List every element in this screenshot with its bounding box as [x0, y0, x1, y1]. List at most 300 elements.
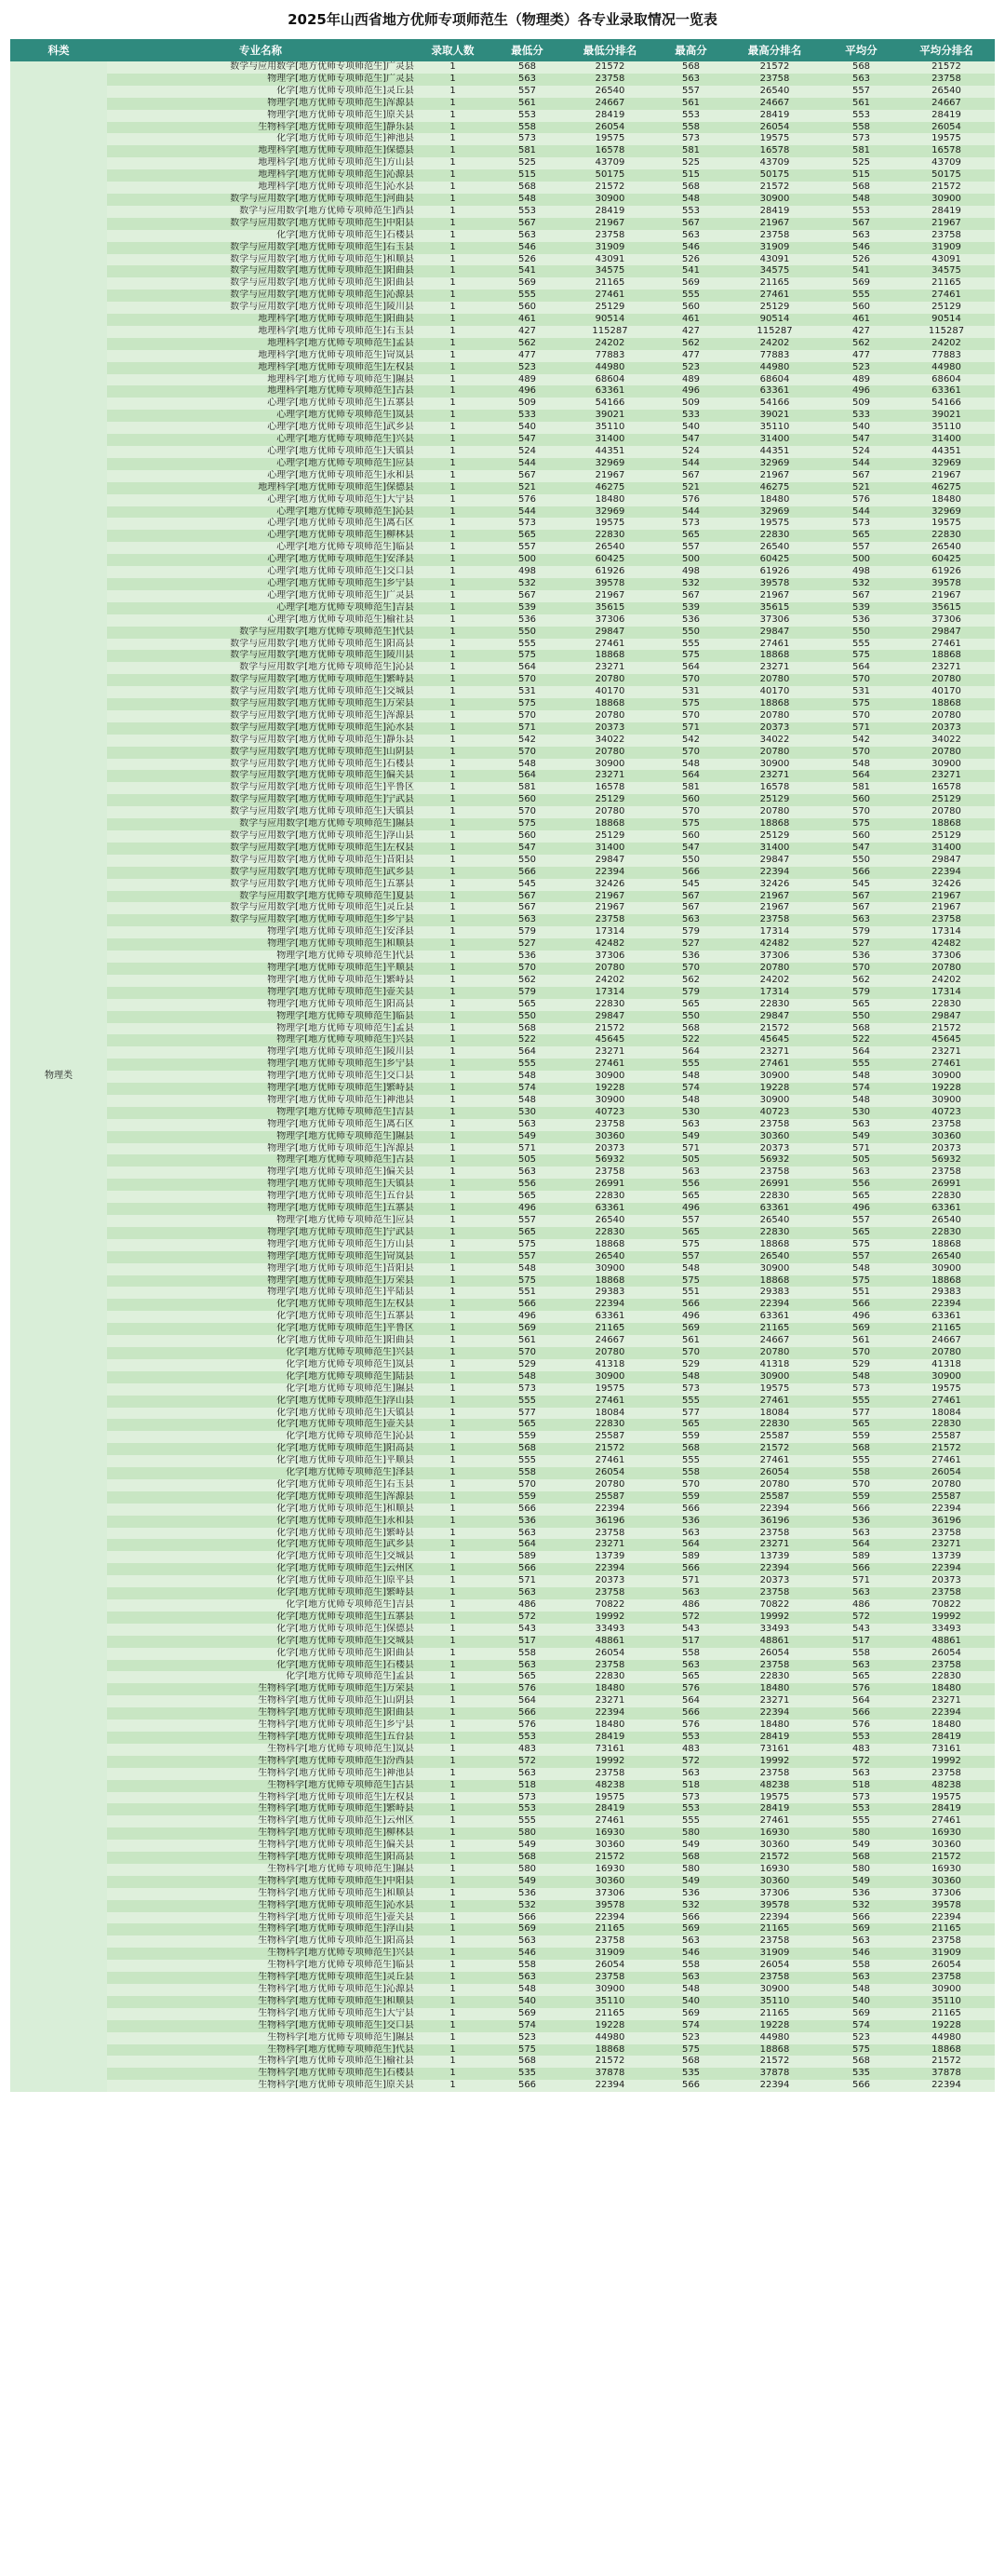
- avg-rank-cell: 26054: [898, 122, 995, 134]
- avg-rank-cell: 29847: [898, 1011, 995, 1023]
- avg-rank-cell: 31909: [898, 242, 995, 254]
- max-score-cell: 548: [657, 1984, 725, 1996]
- table-row: [10, 470, 995, 482]
- avg-rank-cell: 37306: [898, 951, 995, 963]
- major-name-cell: 数学与应用数学[地方优师专项师范生]平鲁区: [107, 782, 414, 794]
- avg-score-cell: 581: [824, 145, 898, 157]
- max-score-cell: 557: [657, 1251, 725, 1263]
- max-rank-cell: 23758: [725, 1119, 824, 1131]
- avg-rank-cell: 54166: [898, 398, 995, 410]
- max-score-cell: 559: [657, 1431, 725, 1443]
- max-rank-cell: 48861: [725, 1636, 824, 1648]
- max-rank-cell: 19228: [725, 2020, 824, 2032]
- major-name-cell: 数学与应用数学[地方优师专项师范生]灵丘县: [107, 902, 414, 914]
- min-rank-cell: 25587: [563, 1431, 657, 1443]
- major-name-cell: 数学与应用数学[地方优师专项师范生]夏县: [107, 891, 414, 903]
- min-score-cell: 567: [491, 590, 563, 602]
- page-title: 2025年山西省地方优师专项师范生（物理类）各专业录取情况一览表: [288, 11, 717, 28]
- min-rank-cell: 30900: [563, 1263, 657, 1275]
- min-rank-cell: 23758: [563, 1660, 657, 1672]
- min-rank-cell: 18084: [563, 1408, 657, 1420]
- min-rank-cell: 73161: [563, 1744, 657, 1756]
- avg-rank-cell: 20780: [898, 1347, 995, 1359]
- table-row: [10, 290, 995, 302]
- max-rank-cell: 19575: [725, 1792, 824, 1804]
- min-score-cell: 555: [491, 1815, 563, 1827]
- admitted-count-cell: 1: [414, 1323, 491, 1335]
- max-rank-cell: 25587: [725, 1431, 824, 1443]
- table-row: [10, 1827, 995, 1840]
- max-score-cell: 530: [657, 1107, 725, 1119]
- major-name-cell: 数学与应用数学[地方优师专项师范生]陵川县: [107, 302, 414, 314]
- min-rank-cell: 70822: [563, 1599, 657, 1612]
- max-score-cell: 564: [657, 770, 725, 782]
- min-score-cell: 533: [491, 410, 563, 422]
- major-name-cell: 物理学[地方优师专项师范生]安泽县: [107, 926, 414, 938]
- min-score-cell: 544: [491, 506, 563, 519]
- max-score-cell: 563: [657, 230, 725, 242]
- min-rank-cell: 21572: [563, 2056, 657, 2068]
- table-row: [10, 374, 995, 386]
- max-rank-cell: 21165: [725, 2008, 824, 2020]
- major-name-cell: 物理学[地方优师专项师范生]吉县: [107, 1107, 414, 1119]
- avg-score-cell: 577: [824, 1408, 898, 1420]
- min-score-cell: 564: [491, 770, 563, 782]
- major-name-cell: 数学与应用数学[地方优师专项师范生]中阳县: [107, 218, 414, 230]
- min-rank-cell: 21572: [563, 182, 657, 194]
- max-score-cell: 546: [657, 242, 725, 254]
- min-score-cell: 575: [491, 2044, 563, 2057]
- avg-rank-cell: 21165: [898, 1323, 995, 1335]
- max-rank-cell: 68604: [725, 374, 824, 386]
- major-name-cell: 物理学[地方优师专项师范生]平陆县: [107, 1287, 414, 1299]
- admitted-count-cell: 1: [414, 963, 491, 975]
- max-rank-cell: 28419: [725, 1732, 824, 1744]
- min-rank-cell: 22394: [563, 1563, 657, 1575]
- major-name-cell: 生物科学[地方优师专项师范生]五台县: [107, 1732, 414, 1744]
- max-score-cell: 461: [657, 314, 725, 326]
- admitted-count-cell: 1: [414, 818, 491, 830]
- max-rank-cell: 35110: [725, 422, 824, 434]
- admitted-count-cell: 1: [414, 2008, 491, 2020]
- table-row: [10, 1107, 995, 1119]
- max-rank-cell: 34575: [725, 265, 824, 277]
- admitted-count-cell: 1: [414, 1876, 491, 1888]
- max-score-cell: 515: [657, 169, 725, 182]
- min-score-cell: 566: [491, 1299, 563, 1311]
- admitted-count-cell: 1: [414, 806, 491, 818]
- admitted-count-cell: 1: [414, 157, 491, 169]
- avg-rank-cell: 22394: [898, 2080, 995, 2092]
- avg-score-cell: 555: [824, 1455, 898, 1467]
- max-score-cell: 570: [657, 710, 725, 722]
- min-rank-cell: 30900: [563, 1095, 657, 1107]
- min-score-cell: 560: [491, 794, 563, 806]
- max-rank-cell: 29847: [725, 1011, 824, 1023]
- avg-rank-cell: 26540: [898, 1215, 995, 1227]
- min-score-cell: 550: [491, 627, 563, 639]
- major-name-cell: 物理学[地方优师专项师范生]昔阳县: [107, 1263, 414, 1275]
- max-score-cell: 505: [657, 1154, 725, 1167]
- min-score-cell: 570: [491, 747, 563, 759]
- max-rank-cell: 33493: [725, 1624, 824, 1636]
- min-score-cell: 530: [491, 1107, 563, 1119]
- min-score-cell: 558: [491, 122, 563, 134]
- table-row: [10, 963, 995, 975]
- max-score-cell: 570: [657, 1479, 725, 1491]
- avg-score-cell: 536: [824, 1888, 898, 1900]
- max-rank-cell: 22394: [725, 1299, 824, 1311]
- admitted-count-cell: 1: [414, 554, 491, 566]
- table-row: [10, 1744, 995, 1756]
- max-rank-cell: 22394: [725, 1707, 824, 1720]
- table-row: [10, 1408, 995, 1420]
- avg-rank-cell: 21165: [898, 1923, 995, 1935]
- max-score-cell: 427: [657, 326, 725, 338]
- avg-rank-cell: 22830: [898, 1227, 995, 1239]
- major-name-cell: 生物科学[地方优师专项师范生]和顺县: [107, 1888, 414, 1900]
- avg-rank-cell: 23271: [898, 1695, 995, 1707]
- max-score-cell: 577: [657, 1408, 725, 1420]
- min-score-cell: 562: [491, 338, 563, 350]
- table-row: [10, 1864, 995, 1876]
- min-rank-cell: 17314: [563, 926, 657, 938]
- max-rank-cell: 31909: [725, 1948, 824, 1960]
- avg-score-cell: 569: [824, 1923, 898, 1935]
- avg-score-cell: 575: [824, 1239, 898, 1251]
- max-score-cell: 563: [657, 1660, 725, 1672]
- min-rank-cell: 18480: [563, 494, 657, 506]
- min-rank-cell: 19575: [563, 133, 657, 145]
- min-score-cell: 559: [491, 1431, 563, 1443]
- avg-score-cell: 557: [824, 1251, 898, 1263]
- min-rank-cell: 21572: [563, 1023, 657, 1035]
- min-rank-cell: 32969: [563, 458, 657, 470]
- min-score-cell: 574: [491, 2020, 563, 2032]
- max-rank-cell: 23271: [725, 1695, 824, 1707]
- min-score-cell: 563: [491, 1935, 563, 1948]
- avg-rank-cell: 16578: [898, 145, 995, 157]
- min-score-cell: 489: [491, 374, 563, 386]
- admitted-count-cell: 1: [414, 1803, 491, 1815]
- table-row: [10, 326, 995, 338]
- table-row: [10, 1840, 995, 1852]
- admitted-count-cell: 1: [414, 1419, 491, 1431]
- avg-score-cell: 563: [824, 74, 898, 86]
- max-score-cell: 579: [657, 926, 725, 938]
- min-score-cell: 560: [491, 830, 563, 843]
- min-rank-cell: 21165: [563, 1923, 657, 1935]
- table-row: [10, 1251, 995, 1263]
- min-rank-cell: 40170: [563, 686, 657, 698]
- min-rank-cell: 21165: [563, 277, 657, 290]
- min-score-cell: 575: [491, 1239, 563, 1251]
- admitted-count-cell: 1: [414, 182, 491, 194]
- table-row: [10, 2032, 995, 2044]
- avg-score-cell: 564: [824, 770, 898, 782]
- major-name-cell: 地理科学[地方优师专项师范生]保德县: [107, 145, 414, 157]
- min-score-cell: 565: [491, 530, 563, 542]
- min-rank-cell: 29383: [563, 1287, 657, 1299]
- min-score-cell: 535: [491, 2068, 563, 2080]
- major-name-cell: 生物科学[地方优师专项师范生]左权县: [107, 1792, 414, 1804]
- major-name-cell: 生物科学[地方优师专项师范生]柳林县: [107, 1827, 414, 1840]
- avg-rank-cell: 46275: [898, 482, 995, 494]
- min-score-cell: 569: [491, 2008, 563, 2020]
- table-body: [10, 61, 995, 2092]
- max-score-cell: 567: [657, 590, 725, 602]
- table-row: [10, 1275, 995, 1288]
- min-rank-cell: 63361: [563, 1311, 657, 1323]
- table-row: [10, 1215, 995, 1227]
- avg-rank-cell: 23758: [898, 74, 995, 86]
- admitted-count-cell: 1: [414, 794, 491, 806]
- avg-score-cell: 536: [824, 1516, 898, 1528]
- avg-rank-cell: 70822: [898, 1599, 995, 1612]
- max-score-cell: 569: [657, 1923, 725, 1935]
- avg-rank-cell: 45645: [898, 1034, 995, 1046]
- admitted-count-cell: 1: [414, 1612, 491, 1624]
- min-rank-cell: 16578: [563, 782, 657, 794]
- avg-rank-cell: 31909: [898, 1948, 995, 1960]
- max-score-cell: 576: [657, 1683, 725, 1695]
- table-row: [10, 782, 995, 794]
- min-rank-cell: 21572: [563, 1852, 657, 1864]
- table-row: [10, 398, 995, 410]
- table-row: [10, 1984, 995, 1996]
- table-row: [10, 242, 995, 254]
- table-row: [10, 1852, 995, 1864]
- avg-rank-cell: 30900: [898, 1263, 995, 1275]
- avg-score-cell: 568: [824, 61, 898, 74]
- max-score-cell: 568: [657, 1023, 725, 1035]
- avg-score-cell: 540: [824, 422, 898, 434]
- min-rank-cell: 21967: [563, 218, 657, 230]
- table-row: [10, 2080, 995, 2092]
- table-row: [10, 506, 995, 519]
- max-score-cell: 573: [657, 1383, 725, 1396]
- max-score-cell: 553: [657, 206, 725, 218]
- major-name-cell: 地理科学[地方优师专项师范生]保德县: [107, 482, 414, 494]
- table-row: [10, 1756, 995, 1768]
- major-name-cell: 化学[地方优师专项师范生]岚县: [107, 1359, 414, 1371]
- min-score-cell: 567: [491, 218, 563, 230]
- max-score-cell: 536: [657, 1516, 725, 1528]
- min-score-cell: 563: [491, 914, 563, 926]
- min-rank-cell: 39578: [563, 1900, 657, 1912]
- max-score-cell: 536: [657, 614, 725, 627]
- header-max-rank: 最高分排名: [725, 39, 824, 61]
- avg-score-cell: 496: [824, 1311, 898, 1323]
- avg-rank-cell: 23758: [898, 1935, 995, 1948]
- admitted-count-cell: 1: [414, 1864, 491, 1876]
- admitted-count-cell: 1: [414, 133, 491, 145]
- table-row: [10, 1876, 995, 1888]
- min-score-cell: 576: [491, 494, 563, 506]
- avg-score-cell: 555: [824, 639, 898, 651]
- max-rank-cell: 77883: [725, 350, 824, 362]
- table-row: [10, 1528, 995, 1540]
- admitted-count-cell: 1: [414, 1239, 491, 1251]
- max-score-cell: 565: [657, 1227, 725, 1239]
- max-rank-cell: 19575: [725, 133, 824, 145]
- min-rank-cell: 30900: [563, 1071, 657, 1083]
- major-name-cell: 地理科学[地方优师专项师范生]沁水县: [107, 182, 414, 194]
- avg-rank-cell: 13739: [898, 1551, 995, 1563]
- max-rank-cell: 39021: [725, 410, 824, 422]
- major-name-cell: 数学与应用数学[地方优师专项师范生]交城县: [107, 686, 414, 698]
- admitted-count-cell: 1: [414, 265, 491, 277]
- avg-rank-cell: 34022: [898, 735, 995, 747]
- avg-rank-cell: 21572: [898, 1443, 995, 1455]
- max-score-cell: 568: [657, 1443, 725, 1455]
- table-row: [10, 830, 995, 843]
- min-score-cell: 559: [491, 1491, 563, 1504]
- admitted-count-cell: 1: [414, 98, 491, 110]
- avg-rank-cell: 61926: [898, 566, 995, 578]
- major-name-cell: 数学与应用数学[地方优师专项师范生]山阴县: [107, 747, 414, 759]
- major-name-cell: 数学与应用数学[地方优师专项师范生]沁县: [107, 662, 414, 674]
- max-score-cell: 570: [657, 674, 725, 686]
- avg-score-cell: 477: [824, 350, 898, 362]
- avg-rank-cell: 37878: [898, 2068, 995, 2080]
- admitted-count-cell: 1: [414, 506, 491, 519]
- max-rank-cell: 25129: [725, 830, 824, 843]
- table-row: [10, 133, 995, 145]
- min-rank-cell: 20780: [563, 963, 657, 975]
- max-score-cell: 500: [657, 554, 725, 566]
- avg-score-cell: 575: [824, 698, 898, 710]
- avg-score-cell: 521: [824, 482, 898, 494]
- max-score-cell: 573: [657, 1792, 725, 1804]
- max-score-cell: 565: [657, 999, 725, 1011]
- major-name-cell: 化学[地方优师专项师范生]交城县: [107, 1636, 414, 1648]
- major-name-cell: 数学与应用数学[地方优师专项师范生]武乡县: [107, 867, 414, 879]
- avg-score-cell: 559: [824, 1491, 898, 1504]
- table-row: [10, 590, 995, 602]
- max-score-cell: 560: [657, 302, 725, 314]
- avg-rank-cell: 23758: [898, 914, 995, 926]
- table-row: [10, 1599, 995, 1612]
- min-rank-cell: 25129: [563, 302, 657, 314]
- max-rank-cell: 30360: [725, 1876, 824, 1888]
- min-rank-cell: 25587: [563, 1491, 657, 1504]
- avg-score-cell: 580: [824, 1827, 898, 1840]
- admitted-count-cell: 1: [414, 1539, 491, 1551]
- major-name-cell: 生物科学[地方优师专项师范生]临县: [107, 1960, 414, 1972]
- table-row: [10, 482, 995, 494]
- major-name-cell: 心理学[地方优师专项师范生]武乡县: [107, 422, 414, 434]
- major-name-cell: 生物科学[地方优师专项师范生]云州区: [107, 1815, 414, 1827]
- max-rank-cell: 30900: [725, 759, 824, 771]
- admitted-count-cell: 1: [414, 1935, 491, 1948]
- admitted-count-cell: 1: [414, 326, 491, 338]
- major-name-cell: 化学[地方优师专项师范生]孟县: [107, 1671, 414, 1683]
- avg-rank-cell: 23271: [898, 770, 995, 782]
- admitted-count-cell: 1: [414, 1071, 491, 1083]
- max-rank-cell: 44351: [725, 446, 824, 458]
- avg-rank-cell: 20780: [898, 747, 995, 759]
- avg-score-cell: 532: [824, 578, 898, 590]
- min-score-cell: 548: [491, 1371, 563, 1383]
- min-score-cell: 522: [491, 1034, 563, 1046]
- min-score-cell: 562: [491, 975, 563, 987]
- table-row: [10, 110, 995, 122]
- min-score-cell: 563: [491, 1972, 563, 1984]
- min-score-cell: 571: [491, 1575, 563, 1587]
- admitted-count-cell: 1: [414, 1479, 491, 1491]
- min-score-cell: 563: [491, 230, 563, 242]
- max-score-cell: 526: [657, 254, 725, 266]
- max-score-cell: 566: [657, 1707, 725, 1720]
- major-name-cell: 化学[地方优师专项师范生]平鲁区: [107, 1323, 414, 1335]
- avg-rank-cell: 33493: [898, 1624, 995, 1636]
- avg-score-cell: 530: [824, 1107, 898, 1119]
- major-name-cell: 物理学[地方优师专项师范生]孟县: [107, 1023, 414, 1035]
- max-rank-cell: 35615: [725, 602, 824, 614]
- min-rank-cell: 19575: [563, 1792, 657, 1804]
- major-name-cell: 地理科学[地方优师专项师范生]左权县: [107, 362, 414, 374]
- admitted-count-cell: 1: [414, 2080, 491, 2092]
- admitted-count-cell: 1: [414, 1984, 491, 1996]
- admitted-count-cell: 1: [414, 2056, 491, 2068]
- avg-score-cell: 569: [824, 1323, 898, 1335]
- max-rank-cell: 28419: [725, 206, 824, 218]
- major-name-cell: 物理学[地方优师专项师范生]原关县: [107, 110, 414, 122]
- admitted-count-cell: 1: [414, 627, 491, 639]
- min-rank-cell: 23758: [563, 230, 657, 242]
- admitted-count-cell: 1: [414, 1131, 491, 1143]
- admitted-count-cell: 1: [414, 169, 491, 182]
- major-name-cell: 化学[地方优师专项师范生]和顺县: [107, 1504, 414, 1516]
- min-rank-cell: 28419: [563, 1803, 657, 1815]
- table-row: [10, 1227, 995, 1239]
- min-rank-cell: 22830: [563, 1671, 657, 1683]
- max-score-cell: 535: [657, 2068, 725, 2080]
- max-score-cell: 544: [657, 458, 725, 470]
- table-row: [10, 1143, 995, 1155]
- major-name-cell: 数学与应用数学[地方优师专项师范生]五寨县: [107, 879, 414, 891]
- min-rank-cell: 21165: [563, 2008, 657, 2020]
- admitted-count-cell: 1: [414, 1648, 491, 1660]
- major-name-cell: 化学[地方优师专项师范生]隰县: [107, 1383, 414, 1396]
- max-score-cell: 570: [657, 806, 725, 818]
- admitted-count-cell: 1: [414, 1720, 491, 1732]
- max-score-cell: 551: [657, 1287, 725, 1299]
- table-row: [10, 1888, 995, 1900]
- min-score-cell: 566: [491, 867, 563, 879]
- max-rank-cell: 23758: [725, 1935, 824, 1948]
- avg-rank-cell: 50175: [898, 169, 995, 182]
- table-row: [10, 759, 995, 771]
- max-rank-cell: 35110: [725, 1996, 824, 2008]
- avg-rank-cell: 28419: [898, 110, 995, 122]
- max-score-cell: 568: [657, 1852, 725, 1864]
- major-name-cell: 心理学[地方优师专项师范生]岚县: [107, 410, 414, 422]
- avg-rank-cell: 30360: [898, 1840, 995, 1852]
- max-score-cell: 483: [657, 1744, 725, 1756]
- max-score-cell: 563: [657, 1528, 725, 1540]
- avg-score-cell: 544: [824, 458, 898, 470]
- avg-rank-cell: 63361: [898, 385, 995, 398]
- table-row: [10, 722, 995, 735]
- major-name-cell: 物理学[地方优师专项师范生]壶关县: [107, 987, 414, 999]
- avg-score-cell: 517: [824, 1636, 898, 1648]
- max-rank-cell: 22830: [725, 530, 824, 542]
- admitted-count-cell: 1: [414, 722, 491, 735]
- admitted-count-cell: 1: [414, 434, 491, 446]
- avg-score-cell: 570: [824, 674, 898, 686]
